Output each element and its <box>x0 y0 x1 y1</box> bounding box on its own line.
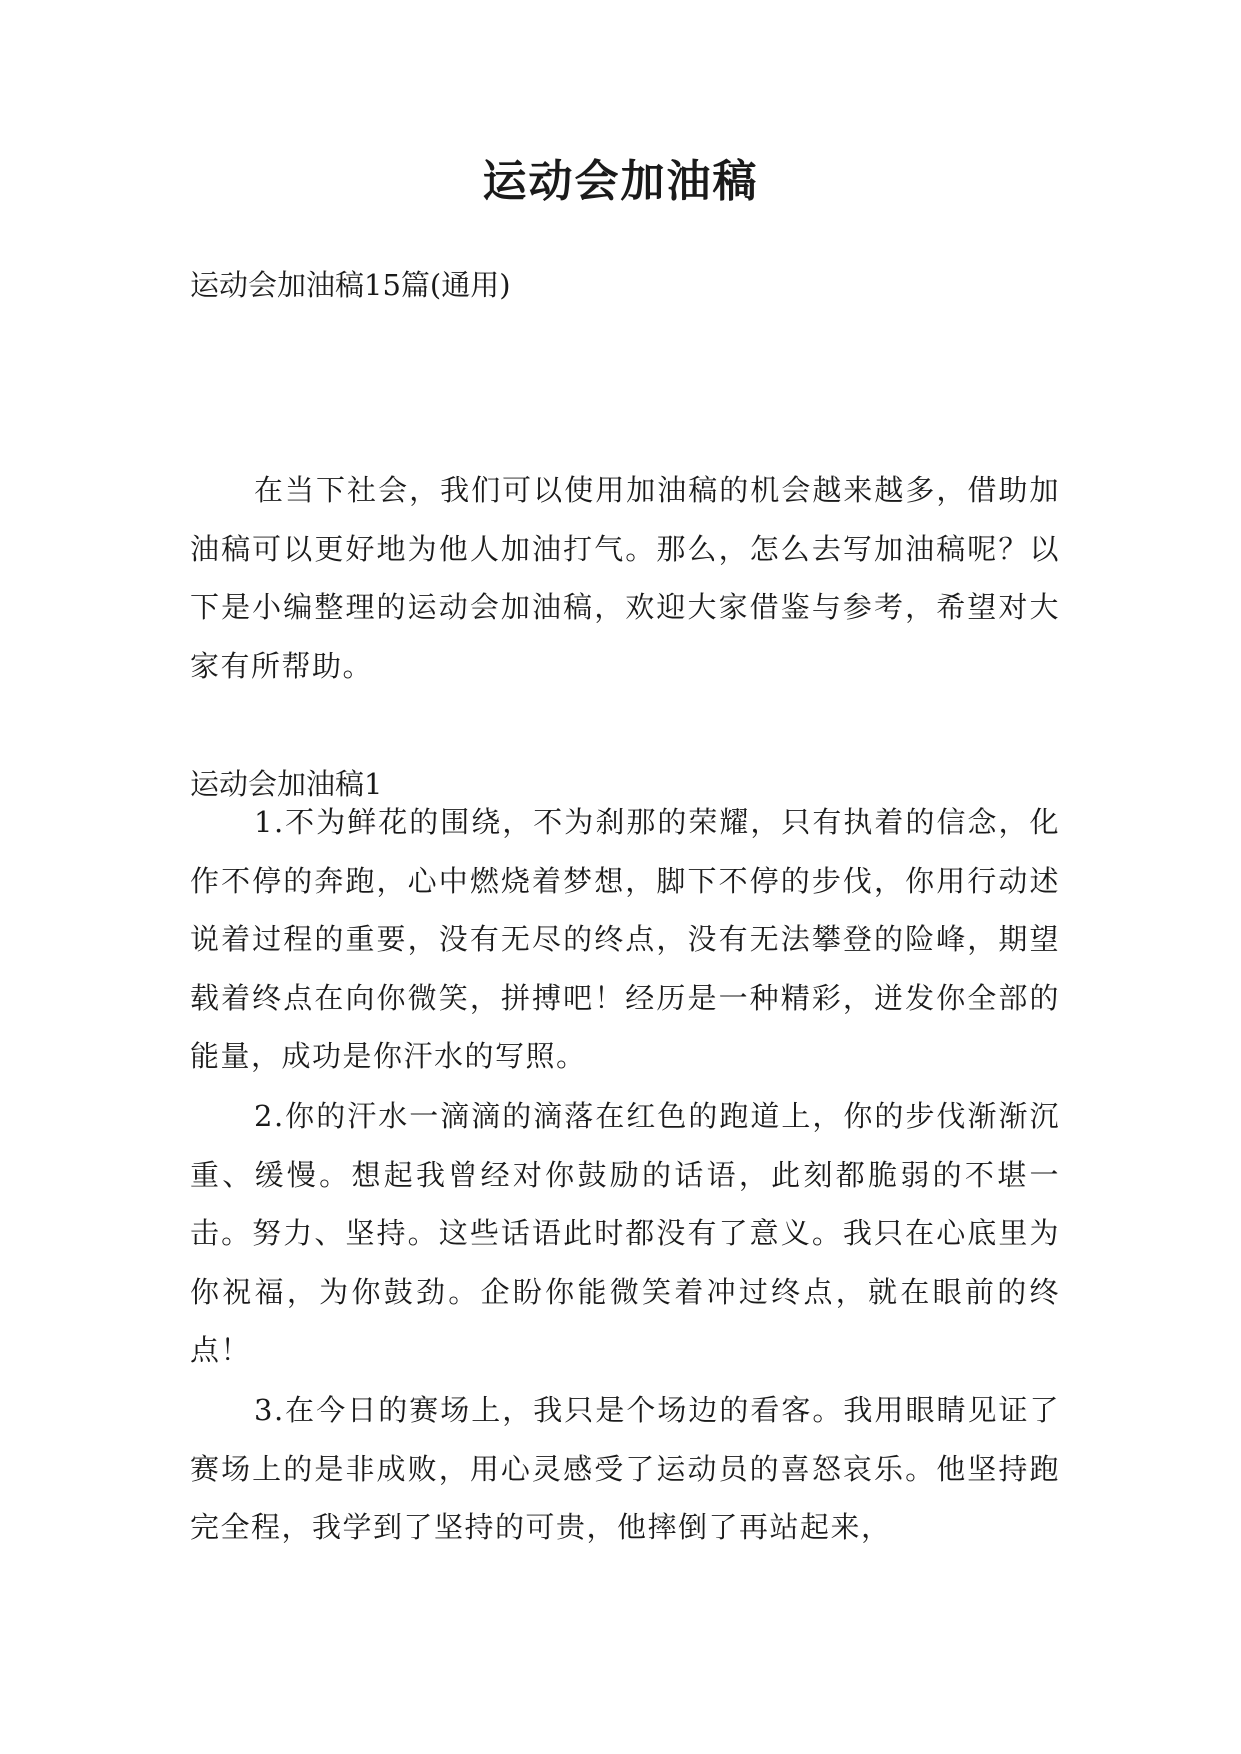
section-title: 运动会加油稿1 <box>190 767 383 801</box>
paragraph-1: 1.不为鲜花的围绕，不为刹那的荣耀，只有执着的信念，化作不停的奔跑，心中燃烧着梦想，脚下不停的步伐，你用行动述说着过程的重要，没有无尽的终点，没有无法攀登的险峰，期望载着终点在向你微笑，拼搏吧！经历是一种精彩，迸发你全部的能量，成功是你汗水的写照。 <box>190 805 1060 1073</box>
paragraph-2: 2.你的汗水一滴滴的滴落在红色的跑道上，你的步伐渐渐沉重、缓慢。想起我曾经对你鼓励的话语，此刻都脆弱的不堪一击。努力、坚持。这些话语此时都没有了意义。我只在心底里为你祝福，为你鼓劲。企盼你能微笑着冲过终点，就在眼前的终点！ <box>190 1099 1060 1367</box>
paragraph-3: 3.在今日的赛场上，我只是个场边的看客。我用眼睛见证了赛场上的是非成败，用心灵感受了运动员的喜怒哀乐。他坚持跑完全程，我学到了坚持的可贵，他摔倒了再站起来， <box>190 1393 1060 1544</box>
document-title: 运动会加油稿 <box>482 156 759 207</box>
intro-paragraph: 在当下社会，我们可以使用加油稿的机会越来越多，借助加油稿可以更好地为他人加油打气。那么，怎么去写加油稿呢？以下是小编整理的运动会加油稿，欢迎大家借鉴与参考，希望对大家有所帮助。 <box>190 473 1060 683</box>
document-subtitle: 运动会加油稿15篇(通用) <box>190 268 511 302</box>
